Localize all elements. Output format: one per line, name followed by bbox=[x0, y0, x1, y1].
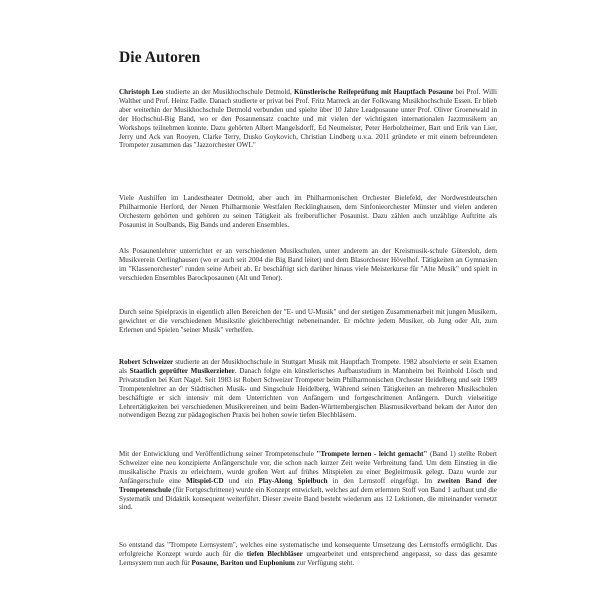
bold-text: "Trompete lernen - leicht gemacht" bbox=[316, 450, 428, 458]
body-text: in den Lernstoff eingefügt. Im bbox=[327, 476, 438, 485]
body-text: Durch seine Spielpraxis in eigentlich allen Bereichen der "E- und U-Musik" und der stetigen Zusammenarbeit mit jungen Musikern, gewichtet er die verschiedenen Musikstile gleichberechtigt nebeneinander. Er möchte jedem Musiker, ob Jung oder Alt, zum Erlernen und Spielen "seiner Musik" verhelfen. bbox=[119, 308, 497, 334]
body-text: So entstand das "Trompete Lernsystem", welches eine systematische und konsequente Umsetzung des Lernstoffs ermöglicht. Das erfolgreiche Konzept wurde auch für die bbox=[119, 541, 497, 558]
body-text: Mit der Entwicklung und Veröffentlichung seiner Trompetenschule bbox=[119, 450, 317, 458]
body-text: Als Posaunenlehrer unterrichtet er an verschiedenen Musikschulen, unter anderem an der Kreismusik-schule Gütersloh, dem Musikverein Oerlinghausen (wo er auch seit 2004 die Big Band leitet) und dem Blasorchester Hövelhof. Tätigkeiten an Gymnasien im "Klassenorchester" runden seine Arbeit ab. Er beschäftigt sich darüber hinaus viele Meisterkurse für "Alte Musik" und spielt in verschieden Ensembles Barockposaunen (Alt und Tenor). bbox=[119, 247, 497, 282]
bold-text: Staatlich geprüfter Musikerzieher bbox=[129, 366, 235, 375]
body-text: umgearbeitet und entsprechend angepasst, so dass das gesamte Lernsystem nun auch für bbox=[119, 549, 497, 567]
paragraph-leo-orchestras bbox=[119, 194, 497, 230]
body-text: (für Fortgeschrittene) wurde ein Konzept entwickelt, welches auf dem erlernten Stoff von Band 1 aufbaut und die Systematik und Didaktik konsequent weiterführt. Dieser zweite Band besteht wiederum aus 12 Lektionen, die miteinander vernetzt sind. bbox=[119, 485, 497, 512]
bold-text: Robert Schweizer bbox=[119, 358, 174, 366]
body-text: Viele Aushilfen im Landestheater Detmold, aber auch im Philharmonischen Orchester Bielefeld, der Nordwestdeutschen Philharmonie Herford, der Neuen Philharmonie Westfalen Recklinghausen, dem Sinfonieorchester Münster und vielen anderen Orchestern gehörten und gehören zu seinen Tätigkeit als freiberuflicher Posaunist. Dazu zählen auch unzählige Auftritte als Posaunist in Soulbands, Big Bands und anderen Ensembles. bbox=[119, 194, 497, 229]
bold-text: Künstlerische Reifeprüfung mit Hauptfach Posaune bbox=[294, 88, 454, 96]
body-text: und ein bbox=[223, 476, 259, 485]
body-text: studierte an der Musikhochschule Detmold, bbox=[163, 88, 295, 96]
bold-text: Play-Along Spielbuch bbox=[258, 476, 328, 485]
bold-text: tiefen Blechbläser bbox=[246, 549, 303, 558]
paragraph-leo-philosophy bbox=[119, 308, 497, 335]
page-title: Die Autoren bbox=[119, 49, 201, 66]
bold-text: zweiten Band der Trompetenschule bbox=[119, 476, 497, 494]
body-text: zur Verfügung steht. bbox=[294, 558, 355, 567]
bold-text: Posaune, Bariton und Euphonium bbox=[191, 558, 295, 567]
paragraph-leo-bio bbox=[119, 88, 497, 150]
paragraph-leo-teaching bbox=[119, 247, 497, 283]
body-text: bei Prof. Willi Walther und Prof. Heinz Fadle. Danach studierte er privat bei Prof. Fritz Marreck an der Folkwang Musikhochschule Essen. Er blieb aber weiterhin der Musikhochschule Detmold verbunden und spielte über 10 Jahre Leadposaune unter Prof. Oliver Groenewald in der Hochschul-Big Band, wo er den Posaunensatz coachte und mit vielen der wichtigsten internationalen Jazzmusikern an Workshops teilnehmen konnte. Dazu gehörten Albert Mangelsdorff, Ed Neumeister, Peter Herbolzheimer, Bart und Erik van Lier, Jerry und Ack van Rooyen, Clarke Terry, Dusko Goykovich, Christian Lindberg u.v.a. 2011 gründete er mit einem befreundeten Trompeter zusammen das "Jazzorchester OWL" bbox=[119, 88, 497, 150]
paragraph-lernsystem bbox=[119, 541, 497, 568]
paragraph-schweizer-method bbox=[119, 450, 497, 512]
body-text: studierte an der Musikhochschule in Stuttgart Musik mit Hauptfach Trompete. 1982 absolvierte er sein Examen als bbox=[119, 358, 497, 375]
bold-text: Mitspiel-CD bbox=[186, 476, 224, 485]
body-text: . Danach folgte ein künstlerisches Aufbaustudium in Mannheim bei Reinhold Lösch und Privatstudien bei Kurt Nagel. Seit 1983 ist Robert Schweizer Trompeter beim Philharmonischen Orchester Heidelberg und seit 1989 Trompetenlehrer an der Städtischen Musik- und Singschule Heidelberg. Während seinen Tätigkeiten an mehreren Musikschulen beschäftigte er sich intensiv mit dem Unterrichten von Anfängern und fortgeschrittenen Anfängern. Durch vielseitige Lehrertätigkeiten bei verschiedenen Musikvereinen und beim Baden-Württembergischen Blasmusikverband bekam der Autor den notwendigen Bezug zur pädagogischen Praxis bei hohen sowie tiefen Blechbläsern. bbox=[119, 366, 497, 420]
paragraph-schweizer-bio bbox=[119, 358, 497, 420]
body-text: (Band 1) stellte Robert Schweizer eine neu konzipierte Anfängerschule vor, die schon nach kurzer Zeit weite Verbreitung fand. Um dem Einstieg in die musikalische Praxis zu erleichtern, wurde großen Wert auf frühes Mitspielen zu einer Begleitmusik gelegt. Dazu wurde zur Anfängerschule eine bbox=[119, 450, 497, 485]
bold-text: Christoph Leo bbox=[119, 88, 164, 96]
